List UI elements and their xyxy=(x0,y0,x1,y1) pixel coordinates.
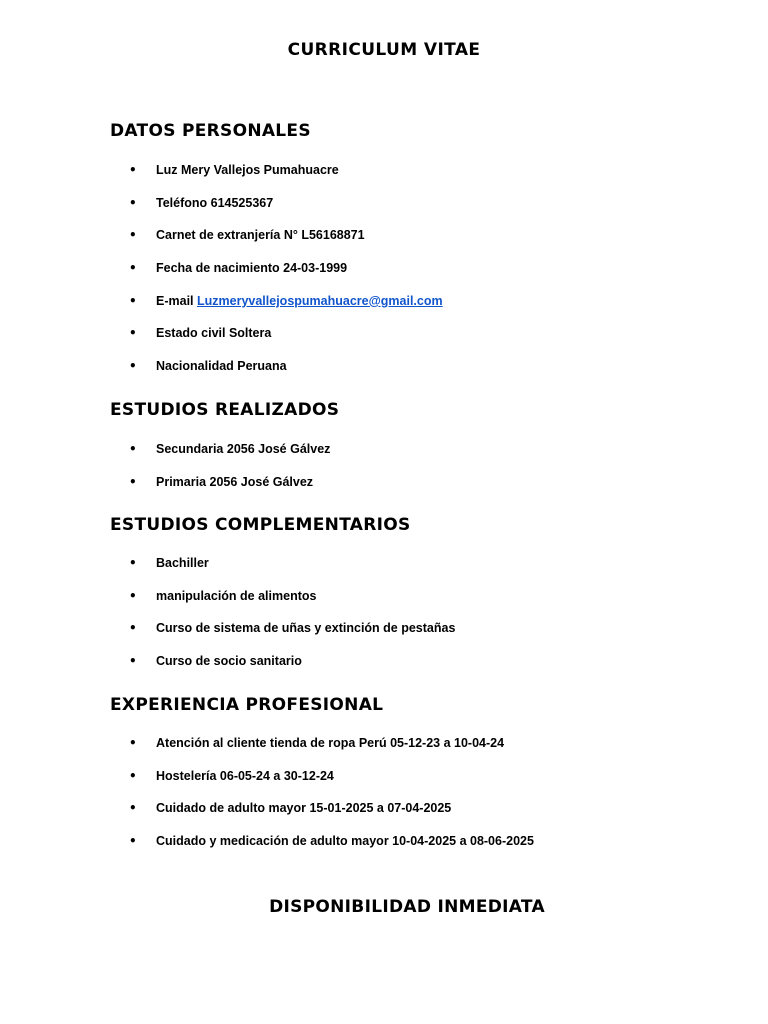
list-item-birth xyxy=(0,260,768,293)
education-text: Secundaria 2056 José Gálvez xyxy=(156,442,331,456)
section-heading-complementary: ESTUDIOS COMPLEMENTARIOS xyxy=(110,515,411,535)
bullet: • xyxy=(129,163,137,177)
list-item xyxy=(0,735,768,768)
experience-list xyxy=(0,735,768,866)
experience-text: Cuidado y medicación de adulto mayor 10-04-2025 a 08-06-2025 xyxy=(156,834,534,849)
list-item-nationality xyxy=(0,358,768,391)
id-card-text: Carnet de extranjería N° L56168871 xyxy=(156,228,365,243)
section-heading-education: ESTUDIOS REALIZADOS xyxy=(110,400,340,420)
bullet: • xyxy=(129,736,137,750)
complementary-text: Curso de socio sanitario xyxy=(156,654,302,669)
list-item xyxy=(0,768,768,801)
bullet: • xyxy=(129,293,137,308)
personal-data-list xyxy=(0,162,768,391)
civil-status-text: Estado civil Soltera xyxy=(156,326,272,341)
complementary-list xyxy=(0,555,768,686)
birth-text: Fecha de nacimiento 24-03-1999 xyxy=(156,261,348,276)
bullet: • xyxy=(129,801,137,816)
bullet: • xyxy=(129,654,137,669)
name-text: Luz Mery Vallejos Pumahuacre xyxy=(156,163,339,177)
list-item-civil-status xyxy=(0,325,768,358)
bullet: • xyxy=(129,359,137,374)
availability-statement: DISPONIBILIDAD INMEDIATA xyxy=(269,897,545,917)
experience-text: Cuidado de adulto mayor 15-01-2025 a 07-04-2025 xyxy=(156,801,452,816)
email-label: E-mail xyxy=(156,293,197,308)
bullet: • xyxy=(129,556,137,570)
education-list xyxy=(0,441,768,506)
experience-text: Hostelería 06-05-24 a 30-12-24 xyxy=(156,768,334,783)
list-item xyxy=(0,620,768,653)
bullet: • xyxy=(129,474,137,489)
list-item xyxy=(0,833,768,866)
bullet: • xyxy=(129,621,137,636)
email-link[interactable]: Luzmeryvallejospumahuacre@gmail.com xyxy=(197,293,443,308)
bullet: • xyxy=(129,195,137,210)
list-item-id-card xyxy=(0,227,768,260)
phone-text: Teléfono 614525367 xyxy=(156,195,274,210)
education-text: Primaria 2056 José Gálvez xyxy=(156,474,314,489)
email-row xyxy=(156,293,443,309)
nationality-text: Nacionalidad Peruana xyxy=(156,359,287,374)
list-item xyxy=(0,441,768,474)
complementary-text: Curso de sistema de uñas y extinción de pestañas xyxy=(156,621,456,636)
bullet: • xyxy=(129,326,137,341)
list-item xyxy=(0,555,768,588)
bullet: • xyxy=(129,228,137,243)
bullet: • xyxy=(129,588,137,603)
bullet: • xyxy=(129,261,137,276)
list-item-email xyxy=(0,293,768,326)
bullet: • xyxy=(129,442,137,456)
complementary-text: manipulación de alimentos xyxy=(156,588,317,603)
bullet: • xyxy=(129,834,137,849)
bullet: • xyxy=(129,768,137,783)
complementary-text: Bachiller xyxy=(156,556,209,570)
list-item xyxy=(0,588,768,621)
list-item xyxy=(0,474,768,507)
list-item-phone xyxy=(0,195,768,228)
section-heading-experience: EXPERIENCIA PROFESIONAL xyxy=(110,695,384,715)
list-item-name xyxy=(0,162,768,195)
section-heading-personal: DATOS PERSONALES xyxy=(110,121,311,141)
page-title: CURRICULUM VITAE xyxy=(287,40,481,60)
experience-text: Atención al cliente tienda de ropa Perú 05-12-23 a 10-04-24 xyxy=(156,736,505,750)
list-item xyxy=(0,800,768,833)
list-item xyxy=(0,653,768,686)
